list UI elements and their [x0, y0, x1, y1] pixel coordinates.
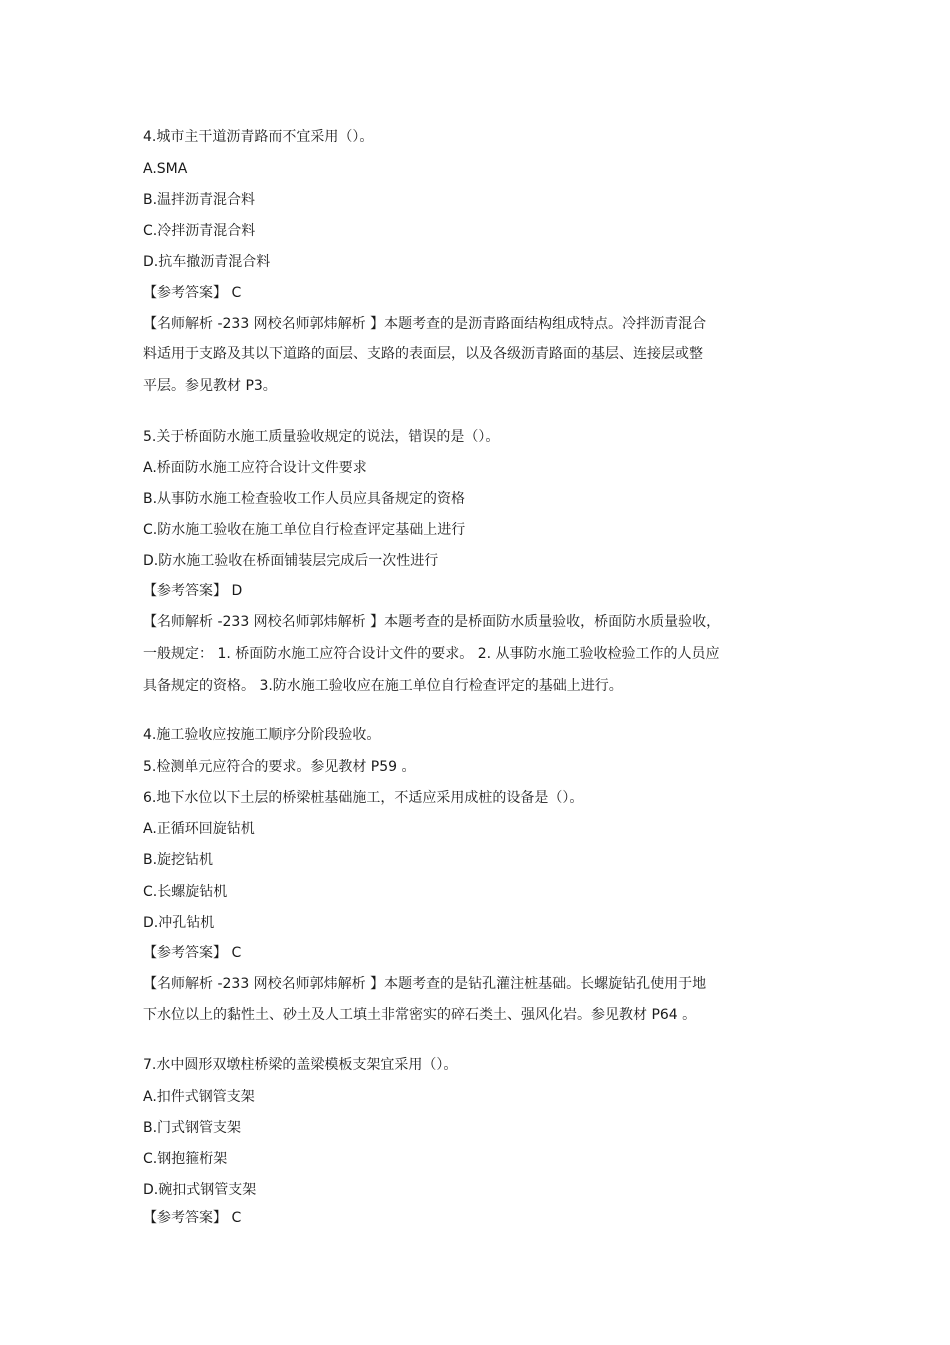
- question-7-option-c: C.钢抱箍桁架: [143, 1151, 228, 1167]
- question-6-analysis-line-1: 【名师解析 -233 网校名师郭炜解析 】本题考查的是钻孔灌注桩基础。长螺旋钻孔使用于地: [143, 976, 707, 992]
- question-5-analysis-line-3: 具备规定的资格。 3.防水施工验收应在施工单位自行检查评定的基础上进行。: [143, 678, 623, 694]
- question-6-option-d: D.冲孔钻机: [143, 915, 215, 931]
- question-7-option-b: B.门式钢管支架: [143, 1120, 242, 1136]
- question-4-option-d: D.抗车撤沥青混合料: [143, 254, 271, 270]
- question-4-analysis-line-2: 料适用于支路及其以下道路的面层、支路的表面层，以及各级沥青路面的基层、连接层或整: [143, 346, 703, 362]
- question-5-analysis-line-1: 【名师解析 -233 网校名师郭炜解析 】本题考查的是桥面防水质量验收，桥面防水质量验收，: [143, 614, 721, 630]
- question-5-analysis-line-2: 一般规定： 1. 桥面防水施工应符合设计文件的要求。 2. 从事防水施工验收检验工作的人员应: [143, 646, 720, 662]
- question-6-answer: 【参考答案】 C: [143, 945, 242, 961]
- question-7-stem: 7.水中圆形双墩柱桥梁的盖梁模板支架宜采用（）。: [143, 1057, 458, 1073]
- question-4-stem: 4.城市主干道沥青路而不宜采用（）。: [143, 129, 374, 145]
- question-4-option-a: A.SMA: [143, 161, 188, 177]
- question-4-analysis-line-1: 【名师解析 -233 网校名师郭炜解析 】本题考查的是沥青路面结构组成特点。冷拌沥青混合: [143, 316, 707, 332]
- question-5-option-c: C.防水施工验收在施工单位自行检查评定基础上进行: [143, 522, 466, 538]
- question-6-option-b: B.旋挖钻机: [143, 852, 214, 868]
- question-5-analysis-line-5: 5.检测单元应符合的要求。参见教材 P59 。: [143, 759, 416, 775]
- question-4-option-b: B.温拌沥青混合料: [143, 192, 256, 208]
- question-6-option-a: A.正循环回旋钻机: [143, 821, 255, 837]
- question-4-answer: 【参考答案】 C: [143, 285, 242, 301]
- question-6-analysis-line-2: 下水位以上的黏性土、砂土及人工填土非常密实的碎石类土、强风化岩。参见教材 P64 。: [143, 1007, 697, 1023]
- question-7-option-a: A.扣件式钢管支架: [143, 1089, 255, 1105]
- question-7-option-d: D.碗扣式钢管支架: [143, 1182, 257, 1198]
- question-5-analysis-line-4: 4.施工验收应按施工顺序分阶段验收。: [143, 727, 381, 743]
- question-6-stem: 6.地下水位以下土层的桥梁桩基础施工，不适应采用成桩的设备是（）。: [143, 790, 584, 806]
- question-6-option-c: C.长螺旋钻机: [143, 884, 228, 900]
- question-4-analysis-line-3: 平层。参见教材 P3。: [143, 378, 277, 394]
- question-5-answer: 【参考答案】 D: [143, 583, 243, 599]
- question-7-answer: 【参考答案】 C: [143, 1210, 242, 1226]
- question-5-option-a: A.桥面防水施工应符合设计文件要求: [143, 460, 367, 476]
- question-4-option-c: C.冷拌沥青混合料: [143, 223, 256, 239]
- question-5-stem: 5.关于桥面防水施工质量验收规定的说法，错误的是（）。: [143, 429, 500, 445]
- question-5-option-b: B.从事防水施工检查验收工作人员应具备规定的资格: [143, 491, 466, 507]
- question-5-option-d: D.防水施工验收在桥面铺装层完成后一次性进行: [143, 553, 439, 569]
